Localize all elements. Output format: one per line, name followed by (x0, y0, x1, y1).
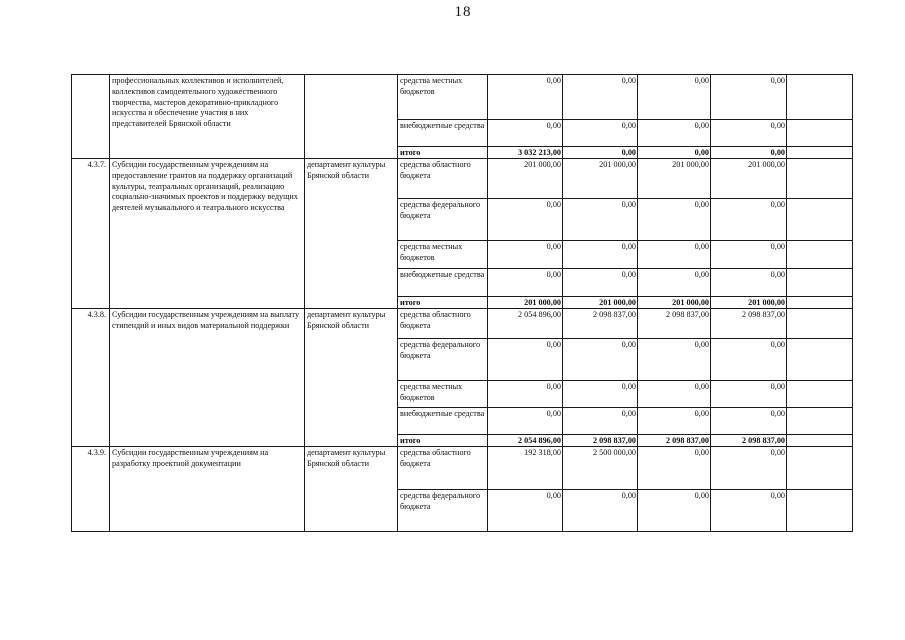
value-cell: 0,00 (563, 269, 638, 297)
value-cell: 0,00 (488, 381, 563, 408)
total-value-cell: 2 098 837,00 (711, 435, 787, 447)
value-cell: 0,00 (488, 241, 563, 269)
total-value-cell: 201 000,00 (711, 297, 787, 309)
value-cell: 0,00 (563, 199, 638, 241)
value-cell: 2 054 896,00 (488, 309, 563, 339)
empty-cell (787, 490, 853, 532)
value-cell: 0,00 (638, 269, 711, 297)
value-cell: 201 000,00 (563, 159, 638, 199)
value-cell: 0,00 (488, 75, 563, 120)
value-cell: 2 500 000,00 (563, 447, 638, 490)
value-cell: 0,00 (563, 490, 638, 532)
value-cell: 201 000,00 (711, 159, 787, 199)
funding-source-cell: итого (398, 435, 488, 447)
empty-cell (787, 120, 853, 147)
value-cell: 0,00 (711, 75, 787, 120)
value-cell: 2 098 837,00 (638, 309, 711, 339)
funding-source-cell: средства федерального бюджета (398, 199, 488, 241)
value-cell: 0,00 (563, 408, 638, 435)
page-number: 18 (454, 4, 472, 20)
code-cell (72, 75, 110, 159)
value-cell: 2 098 837,00 (711, 309, 787, 339)
value-cell: 0,00 (711, 199, 787, 241)
code-cell: 4.3.8. (72, 309, 110, 447)
value-cell: 0,00 (563, 120, 638, 147)
empty-cell (787, 381, 853, 408)
value-cell: 0,00 (488, 269, 563, 297)
value-cell: 0,00 (638, 120, 711, 147)
empty-cell (787, 241, 853, 269)
measure-name-cell: Субсидии государственным учреждениям на разработку проектной документации (110, 447, 305, 532)
value-cell: 201 000,00 (488, 159, 563, 199)
funding-source-cell: итого (398, 147, 488, 159)
value-cell: 0,00 (711, 490, 787, 532)
total-value-cell: 201 000,00 (563, 297, 638, 309)
code-cell: 4.3.9. (72, 447, 110, 532)
value-cell: 0,00 (638, 199, 711, 241)
funding-source-cell: средства федерального бюджета (398, 490, 488, 532)
table-row (72, 75, 853, 120)
funding-source-cell: средства областного бюджета (398, 447, 488, 490)
empty-cell (787, 408, 853, 435)
funding-source-cell: средства областного бюджета (398, 159, 488, 199)
measure-name-cell: Субсидии государственным учреждениям на предоставление грантов на поддержку организаций культуры, театральных организаций, реализацию социально-значимых проектов и поддержку ведущих деятелей музыкального и театрального искусства (110, 159, 305, 309)
funding-source-cell: внебюджетные средства (398, 269, 488, 297)
value-cell: 0,00 (638, 241, 711, 269)
value-cell: 0,00 (711, 339, 787, 381)
empty-cell (787, 75, 853, 120)
value-cell: 0,00 (711, 120, 787, 147)
funding-source-cell: внебюджетные средства (398, 120, 488, 147)
total-value-cell: 3 032 213,00 (488, 147, 563, 159)
total-value-cell: 2 098 837,00 (638, 435, 711, 447)
value-cell: 0,00 (711, 408, 787, 435)
code-cell: 4.3.7. (72, 159, 110, 309)
total-value-cell: 201 000,00 (488, 297, 563, 309)
funding-source-cell: внебюджетные средства (398, 408, 488, 435)
executor-cell: департамент культуры Брянской области (305, 309, 398, 447)
value-cell: 0,00 (638, 339, 711, 381)
executor-cell: департамент культуры Брянской области (305, 159, 398, 309)
empty-cell (787, 435, 853, 447)
empty-cell (787, 159, 853, 199)
budget-table (71, 74, 853, 532)
value-cell: 0,00 (488, 339, 563, 381)
value-cell: 0,00 (638, 447, 711, 490)
executor-cell: департамент культуры Брянской области (305, 447, 398, 532)
value-cell: 0,00 (563, 381, 638, 408)
funding-source-cell: итого (398, 297, 488, 309)
value-cell: 0,00 (711, 381, 787, 408)
table-row (72, 447, 853, 490)
table-row (72, 159, 853, 199)
value-cell: 0,00 (711, 269, 787, 297)
value-cell: 0,00 (638, 490, 711, 532)
funding-source-cell: средства местных бюджетов (398, 241, 488, 269)
funding-source-cell: средства местных бюджетов (398, 381, 488, 408)
value-cell: 0,00 (638, 381, 711, 408)
measure-name-cell: профессиональных коллективов и исполнителей, коллективов самодеятельного художественного творчества, мастеров декоративно-прикладного искусства и обеспечение участия в них представителей Брянской области (110, 75, 305, 159)
value-cell: 0,00 (563, 75, 638, 120)
funding-source-cell: средства федерального бюджета (398, 339, 488, 381)
value-cell: 0,00 (488, 120, 563, 147)
value-cell: 0,00 (488, 408, 563, 435)
value-cell: 0,00 (488, 490, 563, 532)
funding-source-cell: средства местных бюджетов (398, 75, 488, 120)
total-value-cell: 0,00 (563, 147, 638, 159)
total-value-cell: 0,00 (638, 147, 711, 159)
value-cell: 0,00 (711, 241, 787, 269)
empty-cell (787, 199, 853, 241)
empty-cell (787, 447, 853, 490)
value-cell: 192 318,00 (488, 447, 563, 490)
empty-cell (787, 269, 853, 297)
total-value-cell: 201 000,00 (638, 297, 711, 309)
empty-cell (787, 339, 853, 381)
table-row (72, 309, 853, 339)
value-cell: 0,00 (563, 339, 638, 381)
value-cell: 2 098 837,00 (563, 309, 638, 339)
total-value-cell: 2 054 896,00 (488, 435, 563, 447)
funding-source-cell: средства областного бюджета (398, 309, 488, 339)
executor-cell (305, 75, 398, 159)
empty-cell (787, 147, 853, 159)
value-cell: 0,00 (638, 408, 711, 435)
total-value-cell: 0,00 (711, 147, 787, 159)
total-value-cell: 2 098 837,00 (563, 435, 638, 447)
value-cell: 0,00 (711, 447, 787, 490)
empty-cell (787, 309, 853, 339)
measure-name-cell: Субсидии государственным учреждениям на выплату стипендий и иных видов материальной поддержки (110, 309, 305, 447)
empty-cell (787, 297, 853, 309)
value-cell: 0,00 (563, 241, 638, 269)
value-cell: 201 000,00 (638, 159, 711, 199)
value-cell: 0,00 (488, 199, 563, 241)
value-cell: 0,00 (638, 75, 711, 120)
